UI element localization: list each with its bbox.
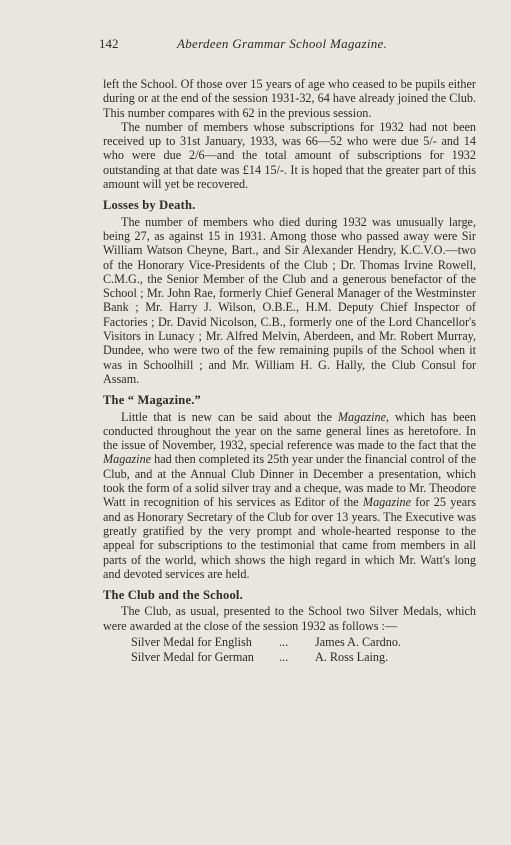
medal-row [131, 635, 476, 650]
page-number: 142 [99, 36, 119, 51]
leader-dots: ... [279, 649, 289, 664]
medal-winner: A. Ross Laing. [315, 649, 389, 664]
magazine-text-2: , which has been conducted throughout the year on the same general lines as heretofore. In the issue of November, 1932, special reference was made to the fact that the [103, 409, 476, 453]
club-school-heading: The Club and the School. [103, 588, 243, 603]
magazine-heading: The “ Magazine.” [103, 393, 201, 408]
medal-name: Silver Medal for German [131, 649, 254, 664]
magazine-text-4: for 25 years and as Honorary Secretary of the Club for over 13 years. The Executive was greatly gratified by the very prompt and whole-hearted response to the appeal for subscriptions to the testimonial that came from members in all parts of the world, which shows the high regard in which Mr. Watt's long and devoted services are held. [103, 495, 476, 581]
running-title: Aberdeen Grammar School Magazine. [177, 36, 388, 51]
medal-winner: James A. Cardno. [315, 634, 401, 649]
intro-paragraph-1: left the School. Of those over 15 years of age who ceased to be pupils either during or at the end of the session 1931-32, 64 have already joined the Club. This number compares with 62 in the previous session. [103, 77, 476, 120]
magazine-text-1: Little that is new can be said about the [121, 409, 338, 424]
medal-row [131, 650, 476, 665]
magazine-title-italic-3: Magazine [362, 495, 411, 510]
losses-heading: Losses by Death. [103, 198, 196, 213]
leader-dots: ... [279, 634, 289, 649]
club-school-paragraph: The Club, as usual, presented to the School two Silver Medals, which were awarded at the close of the session 1932 as follows :— [103, 604, 476, 633]
medal-list [131, 635, 476, 664]
magazine-text-3: had then completed its 25th year under the financial control of the Club, and at the Annual Club Dinner in December a presentation, which took the form of a solid silver tray and a cheque, was made to Mr. Theodore Watt in recognition of his services as Editor of the [103, 452, 476, 510]
losses-paragraph: The number of members who died during 1932 was unusually large, being 27, as against 15 in 1931. Among those who passed away were Sir William Watson Cheyne, Bart., and Sir Alexander Hendry, K.C.V.O.—two of the Honorary Vice-Presidents of the Club ; Dr. Thomas Irvine Rowell, C.M.G., the Senior Member of the Club and a generous benefactor of the School ; Mr. John Rae, formerly Chief General Manager of the Westminster Bank ; Mr. Harry J. Wilson, O.B.E., H.M. Deputy Chief Inspector of Factories ; Dr. David Nicolson, C.B., formerly one of the Lord Chancellor's Visitors in Lunacy ; Mr. Alfred Melvin, Aberdeen, and Mr. Robert Murray, Dundee, who were two of the few remaining pupils of the School when it was in Schoolhill ; and Mr. William H. G. Hally, the Club Consul for Assam. [103, 214, 476, 386]
medal-name: Silver Medal for English [131, 634, 252, 649]
magazine-title-italic-2: Magazine [103, 452, 152, 467]
intro-paragraph-2: The number of members whose subscriptions for 1932 had not been received up to 31st January, 1933, was 66—52 who were due 5/- and 14 who were due 2/6—and the total amount of subscriptions for 1932 outstanding at that date was £14 15/-. It is hoped that the greater part of this amount will yet be recovered. [103, 119, 476, 192]
magazine-title-italic-1: Magazine [337, 409, 386, 424]
article-body [103, 77, 476, 664]
page-header [99, 36, 475, 56]
magazine-paragraph [103, 410, 476, 582]
